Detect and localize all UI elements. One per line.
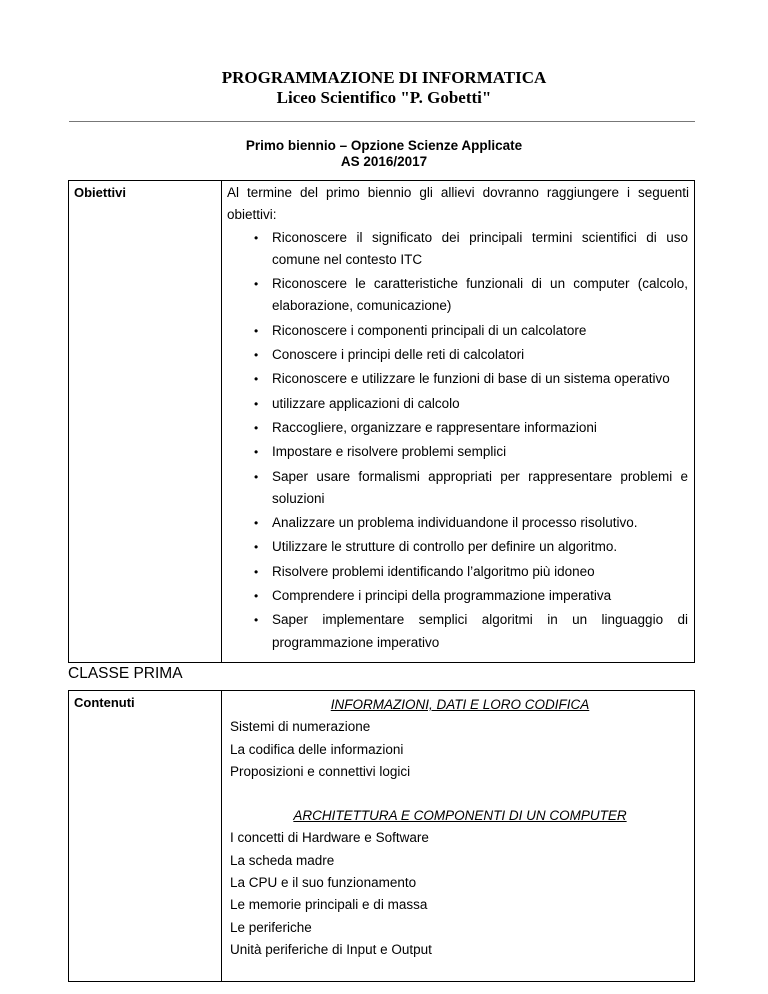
objective-item: • utilizzare applicazioni di calcolo [272, 393, 688, 415]
section-heading: INFORMAZIONI, DATI E LORO CODIFICA [330, 697, 590, 712]
section-heading: ARCHITETTURA E COMPONENTI DI UN COMPUTER [293, 808, 627, 824]
school-name: Liceo Scientifico "P. Gobetti" [276, 88, 492, 107]
objective-item: • Riconoscere il significato dei principali termini scientifici di uso comune nel contesto ITC [272, 227, 688, 272]
objectives-cell [222, 181, 695, 663]
content-item: La codifica delle informazioni [230, 741, 404, 757]
section-spacer [230, 783, 690, 805]
objectives-list [222, 227, 694, 662]
class-heading: CLASSE PRIMA [68, 665, 183, 682]
objective-item: • Raccogliere, organizzare e rappresentare informazioni [272, 417, 688, 439]
title-divider [69, 121, 695, 122]
course-subtitle: Primo biennio – Opzione Scienze Applicate [245, 138, 523, 153]
objective-item: • Saper implementare semplici algoritmi in un linguaggio di programmazione imperativo [272, 609, 688, 654]
objective-item: • Conoscere i principi delle reti di calcolatori [272, 344, 688, 366]
objective-item: • Risolvere problemi identificando l’algoritmo più idoneo [272, 561, 688, 583]
objective-item: • Riconoscere le caratteristiche funzionali di un computer (calcolo, elaborazione, comunicazione) [272, 273, 688, 318]
objective-item: • Saper usare formalismi appropriati per rappresentare problemi e soluzioni [272, 466, 688, 511]
objectives-label: Obiettivi [69, 181, 222, 663]
objective-item: • Riconoscere i componenti principali di un calcolatore [272, 320, 688, 342]
content-item: Unità periferiche di Input e Output [230, 941, 432, 957]
objective-item: • Riconoscere e utilizzare le funzioni di base di un sistema operativo [272, 368, 688, 390]
objective-item: • Analizzare un problema individuandone il processo risolutivo. [272, 512, 688, 534]
school-year: AS 2016/2017 [340, 154, 428, 169]
content-item: La CPU e il suo funzionamento [230, 875, 417, 891]
content-item: Le memorie principali e di massa [230, 897, 428, 913]
contents-label: Contenuti [69, 691, 222, 982]
objectives-table [68, 180, 695, 663]
content-item: I concetti di Hardware e Software [230, 830, 429, 846]
document-title: PROGRAMMAZIONE DI INFORMATICA [221, 68, 547, 87]
objectives-intro: Al termine del primo biennio gli allievi dovranno raggiungere i seguenti obiettivi: [227, 185, 689, 223]
contents-cell [222, 691, 695, 982]
objective-item: • Comprendere i principi della programmazione imperativa [272, 585, 688, 607]
content-item: Le periferiche [230, 919, 312, 935]
content-item: La scheda madre [230, 852, 335, 868]
content-item: Sistemi di numerazione [230, 719, 371, 735]
contents-table [68, 690, 695, 982]
objective-item: • Impostare e risolvere problemi semplici [272, 441, 688, 463]
content-item: Proposizioni e connettivi logici [230, 763, 411, 779]
objective-item: • Utilizzare le strutture di controllo per definire un algoritmo. [272, 536, 688, 558]
